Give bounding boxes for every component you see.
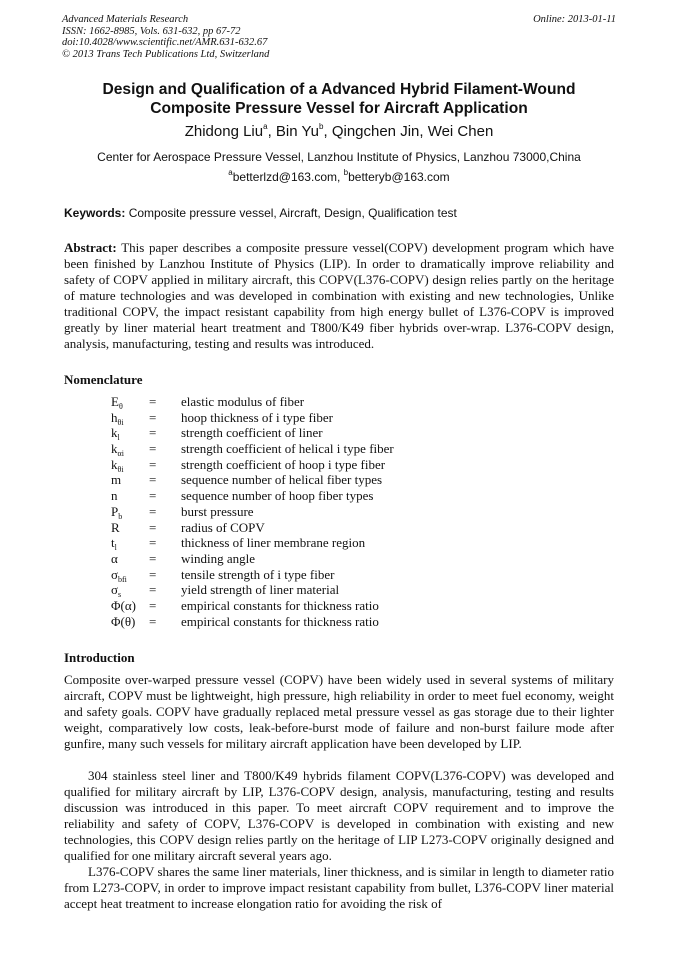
symbol-base: Φ(α) xyxy=(111,597,136,613)
journal-header xyxy=(62,14,269,60)
nomenclature-row xyxy=(111,488,431,504)
symbol-base: σ xyxy=(111,582,119,598)
nomenclature-row xyxy=(111,551,431,567)
symbol-subscript: bfi xyxy=(118,574,127,584)
symbol-subscript: l xyxy=(117,433,120,443)
nomenclature-definition: yield strength of liner material xyxy=(181,582,340,598)
symbol-base: R xyxy=(111,519,120,535)
symbol-base: k xyxy=(111,441,118,457)
author-2: Bin Yu xyxy=(275,123,320,140)
equals-sign: = xyxy=(149,472,157,488)
nomenclature-symbol xyxy=(111,535,117,551)
nomenclature-definition: sequence number of helical fiber types xyxy=(181,472,383,488)
equals-sign: = xyxy=(149,535,157,551)
symbol-base: k xyxy=(111,456,118,472)
nomenclature-heading: Nomenclature xyxy=(64,372,143,387)
email-b: betteryb@163.com xyxy=(348,170,450,184)
nomenclature-symbol xyxy=(111,410,124,426)
keywords xyxy=(64,206,614,220)
symbol-subscript: θi xyxy=(117,464,124,474)
equals-sign: = xyxy=(149,613,157,629)
symbol-base: σ xyxy=(111,566,119,582)
author-separator: , xyxy=(323,123,332,140)
copyright-line: © 2013 Trans Tech Publications Ltd, Switzerland xyxy=(62,48,270,60)
symbol-base: P xyxy=(111,503,119,519)
nomenclature-definition: radius of COPV xyxy=(181,519,265,535)
equals-sign: = xyxy=(149,488,157,504)
author-2-mark: b xyxy=(319,122,324,131)
nomenclature-row xyxy=(111,394,431,410)
equals-sign: = xyxy=(149,441,157,457)
nomenclature-definition: elastic modulus of fiber xyxy=(181,394,305,409)
author-1: Zhidong Liu xyxy=(184,123,264,140)
nomenclature-row xyxy=(111,598,431,614)
equals-sign: = xyxy=(149,456,157,472)
author-list xyxy=(40,123,638,141)
symbol-subscript: θi xyxy=(117,417,124,427)
symbol-base: k xyxy=(111,425,118,441)
symbol-base: n xyxy=(111,488,118,504)
symbol-subscript: s xyxy=(118,590,122,600)
nomenclature-row xyxy=(111,535,431,551)
equals-sign: = xyxy=(149,394,157,409)
symbol-base: Φ(θ) xyxy=(111,613,136,629)
equals-sign: = xyxy=(149,597,157,613)
email-a-mark: a xyxy=(228,168,233,177)
equals-sign: = xyxy=(149,409,157,425)
equals-sign: = xyxy=(149,582,157,598)
nomenclature-definition: empirical constants for thickness ratio xyxy=(181,597,379,613)
nomenclature-symbol xyxy=(111,488,118,504)
nomenclature-row xyxy=(111,504,431,520)
abstract xyxy=(64,240,614,352)
nomenclature-row xyxy=(111,457,431,473)
issn-line: ISSN: 1662-8985, Vols. 631-632, pp 67-72 xyxy=(62,25,241,37)
equals-sign: = xyxy=(149,550,157,566)
title-line-2: Composite Pressure Vessel for Aircraft Application xyxy=(150,100,528,117)
keywords-text: Composite pressure vessel, Aircraft, Design, Qualification test xyxy=(125,206,457,220)
symbol-base: E xyxy=(111,394,119,409)
nomenclature-definition: strength coefficient of helical i type fiber xyxy=(181,441,394,457)
nomenclature-row xyxy=(111,472,431,488)
equals-sign: = xyxy=(149,425,157,441)
symbol-base: α xyxy=(111,550,118,566)
nomenclature-row xyxy=(111,567,431,583)
nomenclature-symbol xyxy=(111,567,127,583)
nomenclature-row xyxy=(111,410,431,426)
other-authors: Qingchen Jin, Wei Chen xyxy=(331,123,494,140)
equals-sign: = xyxy=(149,519,157,535)
symbol-subscript: b xyxy=(118,511,123,521)
nomenclature-definition: winding angle xyxy=(181,550,256,566)
nomenclature-symbol xyxy=(111,457,124,473)
nomenclature-symbol xyxy=(111,504,122,520)
nomenclature-symbol xyxy=(111,520,120,536)
nomenclature-symbol xyxy=(111,441,124,457)
nomenclature-list xyxy=(111,394,431,629)
nomenclature-definition: burst pressure xyxy=(181,503,254,519)
symbol-base: h xyxy=(111,409,118,425)
paper-title xyxy=(40,80,638,118)
nomenclature-symbol xyxy=(111,425,120,441)
symbol-base: m xyxy=(111,472,122,488)
nomenclature-symbol xyxy=(111,582,121,598)
author-1-mark: a xyxy=(263,122,268,131)
affiliation: Center for Aerospace Pressure Vessel, Lanzhou Institute of Physics, Lanzhou 73000,China xyxy=(97,150,581,164)
nomenclature-row xyxy=(111,441,431,457)
symbol-subscript: l xyxy=(114,543,117,553)
email-a: betterlzd@163.com, xyxy=(232,170,344,184)
nomenclature-symbol xyxy=(111,551,118,567)
author-separator: , xyxy=(267,123,276,140)
nomenclature-definition: strength coefficient of liner xyxy=(181,425,323,441)
nomenclature-symbol xyxy=(111,614,135,630)
symbol-subscript: αi xyxy=(117,449,124,459)
keywords-label: Keywords: xyxy=(64,206,126,220)
nomenclature-definition: strength coefficient of hoop i type fiber xyxy=(181,456,386,472)
nomenclature-definition: sequence number of hoop fiber types xyxy=(181,488,374,504)
online-date: Online: 2013-01-11 xyxy=(533,14,616,25)
intro-paragraph-3: L376-COPV shares the same liner materials, liner thickness, and is similar in length to diameter ratio from L273-COPV, in order to improve impact resistant capability from bullet, L376-COPV liner material accept heat treatment to increase elongation ratio for avoiding the risk of xyxy=(64,864,614,911)
nomenclature-symbol xyxy=(111,472,121,488)
abstract-text: This paper describes a composite pressure vessel(COPV) development program which have been finished by Lanzhou Institute of Physics (LIP). In order to dramatically improve reliability and safety of COPV applied in military aircraft, this COPV(L376-COPV) design relies partly on the heritage of mature technologies and was developed in combination with existing and new technologies, Unlike traditional COPV, the impact resistant capability from high energy bullet of L376-COPV is improved greatly by liner material heart treatment and T800/K49 fiber hybrids over-wrap. L376-COPV design, analysis, manufacturing, testing and results was introduced. xyxy=(64,240,614,351)
author-emails xyxy=(40,170,638,184)
journal-name: Advanced Materials Research xyxy=(62,14,189,25)
title-line-1: Design and Qualification of a Advanced Hybrid Filament-Wound xyxy=(102,81,576,98)
nomenclature-row xyxy=(111,582,431,598)
symbol-base: t xyxy=(111,535,115,551)
nomenclature-row xyxy=(111,520,431,536)
nomenclature-definition: thickness of liner membrane region xyxy=(181,535,366,551)
equals-sign: = xyxy=(149,503,157,519)
email-b-mark: b xyxy=(343,168,349,177)
nomenclature-symbol xyxy=(111,394,123,410)
intro-paragraph-1: Composite over-warped pressure vessel (COPV) have been widely used in several systems of military aircraft, COPV must be lightweight, high pressure, high reliability in order to meet fuel economy, weight and safety goals. COPV have gradually replaced metal pressure vessel as gas storage due to their lighter weight, comparatively low costs, leak-before-burst mode of failure and non-burst failure mode after gunfire, many such vessels for military aircraft application have been developed by LIP. xyxy=(64,672,614,751)
introduction-heading: Introduction xyxy=(64,650,135,665)
doi-line: doi:10.4028/www.scientific.net/AMR.631-632.67 xyxy=(62,37,268,48)
equals-sign: = xyxy=(149,566,157,582)
nomenclature-definition: hoop thickness of i type fiber xyxy=(181,409,333,425)
abstract-label: Abstract: xyxy=(64,240,117,255)
nomenclature-symbol xyxy=(111,598,136,614)
symbol-subscript: θ xyxy=(118,402,123,411)
nomenclature-definition: empirical constants for thickness ratio xyxy=(181,613,379,629)
nomenclature-definition: tensile strength of i type fiber xyxy=(181,566,335,582)
nomenclature-row xyxy=(111,425,431,441)
intro-paragraph-2: 304 stainless steel liner and T800/K49 hybrids filament COPV(L376-COPV) was developed and qualified for military aircraft by LIP, L376-COPV design, analysis, manufacturing, testing and results discussion was introduced in this paper. To meet aircraft COPV requirement and to improve the reliability and safety of COPV, L376-COPV is developed in combination with existing and new technologies, this COPV design relies partly on the heritage of LIP L273-COPV originally designed and qualified for one military aircraft several years ago. xyxy=(64,768,614,863)
nomenclature-row xyxy=(111,614,431,630)
